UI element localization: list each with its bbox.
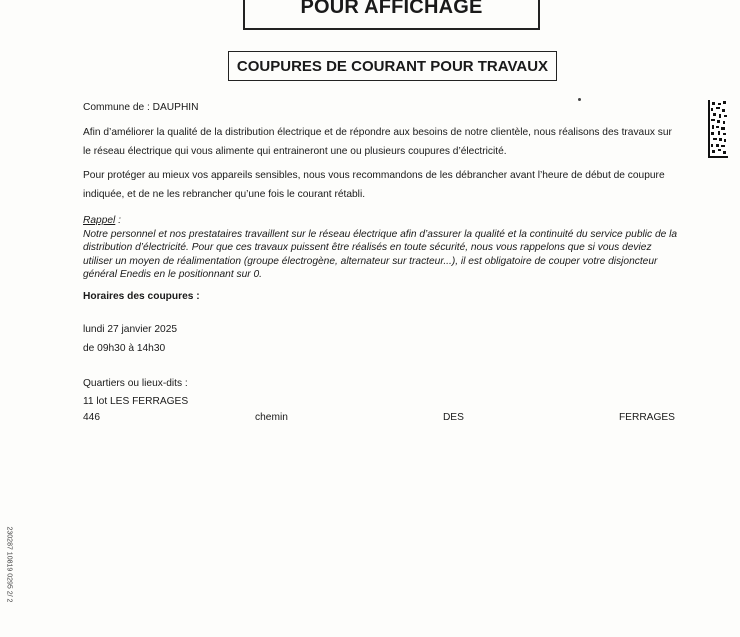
- reminder-label: Rappel: [83, 215, 116, 226]
- commune-line: Commune de : DAUPHIN: [83, 102, 199, 113]
- address-street-name: FERRAGES: [618, 412, 675, 423]
- address-line-2: [83, 412, 675, 423]
- advice-paragraph: Pour protéger au mieux vos appareils sensibles, nous vous recommandons de les débrancher avant l’heure de début de coupure indiquée, et de ne les rebrancher qu’une fois le courant rétabli.: [83, 170, 665, 200]
- page-subtitle: COUPURES DE COURANT POUR TRAVAUX: [236, 57, 549, 75]
- reminder-colon: :: [115, 215, 121, 226]
- schedule-heading: Horaires des coupures :: [83, 291, 200, 302]
- address-street-type: chemin: [255, 412, 288, 423]
- subtitle-box: [228, 51, 557, 81]
- reminder-text: Notre personnel et nos prestataires travaillent sur le réseau électrique afin d’assurer la qualité et la continuité du service public de la distribution d’électricité. Pour que ces travaux puissent être réalisés en toute sécurité, nous vous rappelons que si vous deviez utiliser un moyen de réalimentation (groupe électrogène, alternateur sur tracteur...), il est obligatoire de couper votre disjoncteur général Enedis en le positionnant sur 0.: [83, 228, 678, 281]
- datamatrix-code-icon: [708, 100, 728, 158]
- outage-time: de 09h30 à 14h30: [83, 343, 166, 354]
- address-line-1: 11 lot LES FERRAGES: [83, 396, 189, 407]
- address-number: 446: [83, 412, 100, 423]
- areas-label: Quartiers ou lieux-dits :: [83, 378, 188, 389]
- address-article: DES: [442, 412, 464, 423]
- reminder-block: [83, 214, 678, 282]
- outage-date: lundi 27 janvier 2025: [83, 324, 178, 335]
- reminder-heading: [83, 214, 678, 228]
- title-box: [243, 0, 540, 30]
- page-title: POUR AFFICHAGE: [300, 0, 483, 18]
- margin-reference-code: 230287 10819 0295 2/ 2: [5, 526, 13, 603]
- intro-paragraph: Afin d’améliorer la qualité de la distribution électrique et de répondre aux besoins de notre clientèle, nous réalisons des travaux sur le réseau électrique qui vous alimente qui entraineront une ou plusieurs coupures d’électricité.: [83, 127, 672, 157]
